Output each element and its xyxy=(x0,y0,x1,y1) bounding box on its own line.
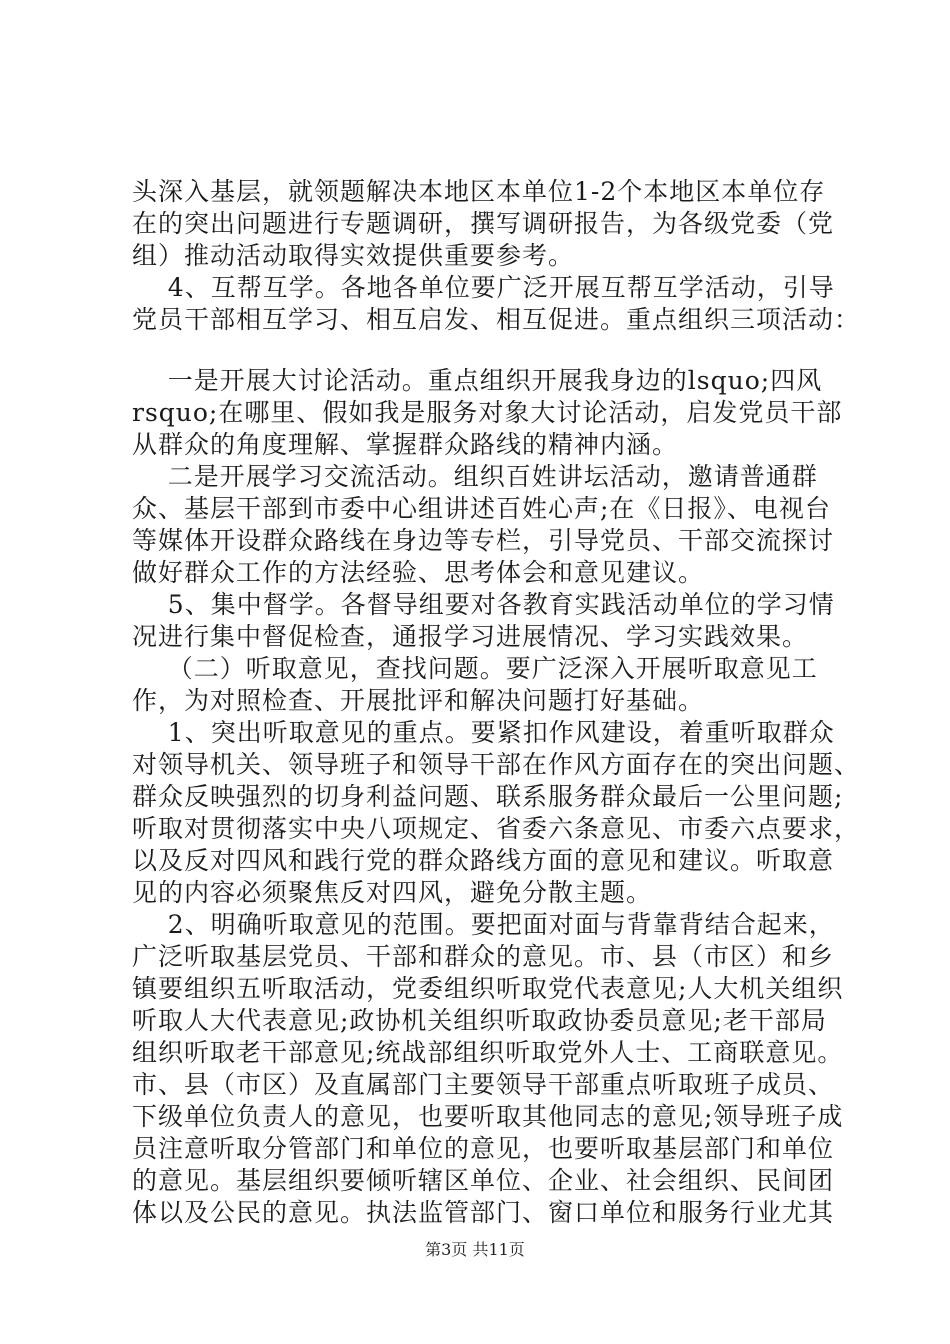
paragraph-line: 镇要组织五听取活动，党委组织听取党代表意见;人大机关组织 xyxy=(132,974,844,1003)
paragraph-line: 群众反映强烈的切身利益问题、联系服务群众最后一公里问题; xyxy=(132,782,844,811)
paragraph-line: 组织听取老干部意见;统战部组织听取党外人士、工商联意见。 xyxy=(132,1038,844,1067)
paragraph-line: 广泛听取基层党员、干部和群众的意见。市、县（市区）和乡 xyxy=(132,942,835,971)
paragraph-line: 一是开展大讨论活动。重点组织开展我身边的lsquo;四风 xyxy=(132,366,823,395)
paragraph-line: 众、基层干部到市委中心组讲述百姓心声;在《日报》、电视台 xyxy=(132,494,831,523)
paragraph-line: 体以及公民的意见。执法监管部门、窗口单位和服务行业尤其 xyxy=(132,1198,835,1227)
page-number-footer: 第3页 共11页 xyxy=(425,1240,525,1259)
paragraph-line: 听取对贯彻落实中央八项规定、省委六条意见、市委六点要求， xyxy=(132,814,861,843)
paragraph-line: 从群众的角度理解、掌握群众路线的精神内涵。 xyxy=(132,430,679,459)
paragraph-line: 1、突出听取意见的重点。要紧扣作风建设，着重听取群众 xyxy=(132,718,835,747)
paragraph-line: 见的内容必须聚焦反对四风，避免分散主题。 xyxy=(132,878,653,907)
paragraph-line: 2、明确听取意见的范围。要把面对面与背靠背结合起来， xyxy=(132,910,835,939)
paragraph-line: 5、集中督学。各督导组要对各教育实践活动单位的学习情 xyxy=(132,590,835,619)
paragraph-line: 下级单位负责人的意见，也要听取其他同志的意见;领导班子成 xyxy=(132,1102,844,1131)
paragraph-line: 的意见。基层组织要倾听辖区单位、企业、社会组织、民间团 xyxy=(132,1166,835,1195)
paragraph-line: 组）推动活动取得实效提供重要参考。 xyxy=(132,241,575,270)
paragraph-line: 4、互帮互学。各地各单位要广泛开展互帮互学活动，引导 xyxy=(132,273,835,302)
paragraph-line: 党员干部相互学习、相互启发、相互促进。重点组织三项活动： xyxy=(132,305,861,334)
paragraph-line: 在的突出问题进行专题调研，撰写调研报告，为各级党委（党 xyxy=(132,209,835,238)
paragraph-line: 作，为对照检查、开展批评和解决问题打好基础。 xyxy=(132,686,705,715)
paragraph-line: 以及反对四风和践行党的群众路线方面的意见和建议。听取意 xyxy=(132,846,835,875)
paragraph-line: 市、县（市区）及直属部门主要领导干部重点听取班子成员、 xyxy=(132,1070,835,1099)
paragraph-line: 员注意听取分管部门和单位的意见，也要听取基层部门和单位 xyxy=(132,1134,835,1163)
paragraph-line: 做好群众工作的方法经验、思考体会和意见建议。 xyxy=(132,558,705,587)
paragraph-line: 头深入基层，就领题解决本地区本单位1-2个本地区本单位存 xyxy=(132,177,826,206)
paragraph-line: 对领导机关、领导班子和领导干部在作风方面存在的突出问题、 xyxy=(132,750,861,779)
paragraph-line: 等媒体开设群众路线在身边等专栏，引导党员、干部交流探讨 xyxy=(132,526,835,555)
paragraph-line: rsquo;在哪里、假如我是服务对象大讨论活动，启发党员干部 xyxy=(132,398,843,427)
paragraph-line: （二）听取意见，查找问题。要广泛深入开展听取意见工 xyxy=(132,654,818,683)
paragraph-line: 二是开展学习交流活动。组织百姓讲坛活动，邀请普通群 xyxy=(132,462,818,491)
paragraph-line: 听取人大代表意见;政协机关组织听取政协委员意见;老干部局 xyxy=(132,1006,827,1035)
paragraph-line: 况进行集中督促检查，通报学习进展情况、学习实践效果。 xyxy=(132,622,809,651)
